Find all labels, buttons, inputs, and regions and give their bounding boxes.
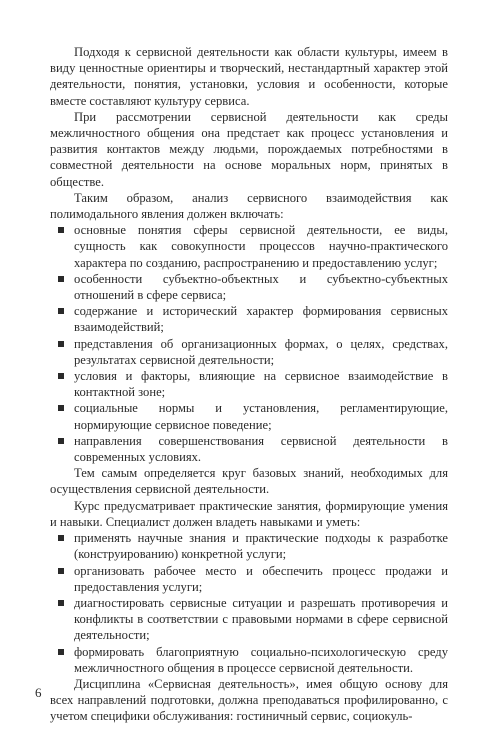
square-bullet-icon [58, 308, 64, 314]
list-item: формировать благоприятную социально-психологическую среду межличностного общения в процессе сервисной деятельности. [50, 644, 448, 676]
list-item: особенности субъектно-объектных и субъектно-субъектных отношений в сфере сервиса; [50, 271, 448, 303]
square-bullet-icon [58, 438, 64, 444]
list-item: диагностировать сервисные ситуации и разрешать противоречия и конфликты в соответствии с правовыми нормами в сфере сервисной деятельности; [50, 595, 448, 644]
bullet-list-analysis [50, 222, 448, 465]
page-number: 6 [35, 685, 42, 700]
square-bullet-icon [58, 405, 64, 411]
page-text [50, 44, 448, 725]
list-item: представления об организационных формах, о целях, средствах, результатах сервисной деятельности; [50, 336, 448, 368]
square-bullet-icon [58, 373, 64, 379]
paragraph: Таким образом, анализ сервисного взаимодействия как полимодального явления должен включать: [50, 190, 448, 222]
square-bullet-icon [58, 341, 64, 347]
square-bullet-icon [58, 227, 64, 233]
square-bullet-icon [58, 568, 64, 574]
paragraph: Тем самым определяется круг базовых знаний, необходимых для осуществления сервисной деятельности. [50, 466, 448, 497]
paragraph: Курс предусматривает практические занятия, формирующие умения и навыки. Специалист должен владеть навыками и уметь: [50, 498, 448, 529]
list-item: направления совершенствования сервисной деятельности в современных условиях. [50, 433, 448, 465]
list-item: социальные нормы и установления, регламентирующие, нормирующие сервисное поведение; [50, 400, 448, 432]
paragraph: Дисциплина «Сервисная деятельность», имея общую основу для всех направлений подготовки, должна преподаваться профилированно, с учетом специфики обслуживания: гостиничный сервис, социокуль- [50, 676, 448, 724]
list-item: основные понятия сферы сервисной деятельности, ее виды, сущность как совокупности процессов научно-практического характера по созданию, распространению и предоставлению услуг; [50, 222, 448, 271]
list-item: применять научные знания и практические подходы к разработке (конструированию) конкретной услуги; [50, 530, 448, 562]
square-bullet-icon [58, 600, 64, 606]
square-bullet-icon [58, 276, 64, 282]
square-bullet-icon [58, 535, 64, 541]
paragraph: Подходя к сервисной деятельности как области культуры, имеем в виду ценностные ориентиры и творческий, нестандартный характер этой деятельности, понятия, установки, условия и особенности, которые вместе составляют культуру сервиса. [50, 45, 448, 108]
paragraph: При рассмотрении сервисной деятельности как среды межличностного общения она предстает как процесс установления и развития контактов между людьми, порождаемых потребностями в совместной деятельности на основе моральных норм, принятых в обществе. [50, 109, 448, 189]
square-bullet-icon [58, 649, 64, 655]
list-item: условия и факторы, влияющие на сервисное взаимодействие в контактной зоне; [50, 368, 448, 400]
list-item: организовать рабочее место и обеспечить процесс продажи и предоставления услуги; [50, 563, 448, 595]
list-item: содержание и исторический характер формирования сервисных взаимодействий; [50, 303, 448, 335]
bullet-list-skills [50, 530, 448, 676]
